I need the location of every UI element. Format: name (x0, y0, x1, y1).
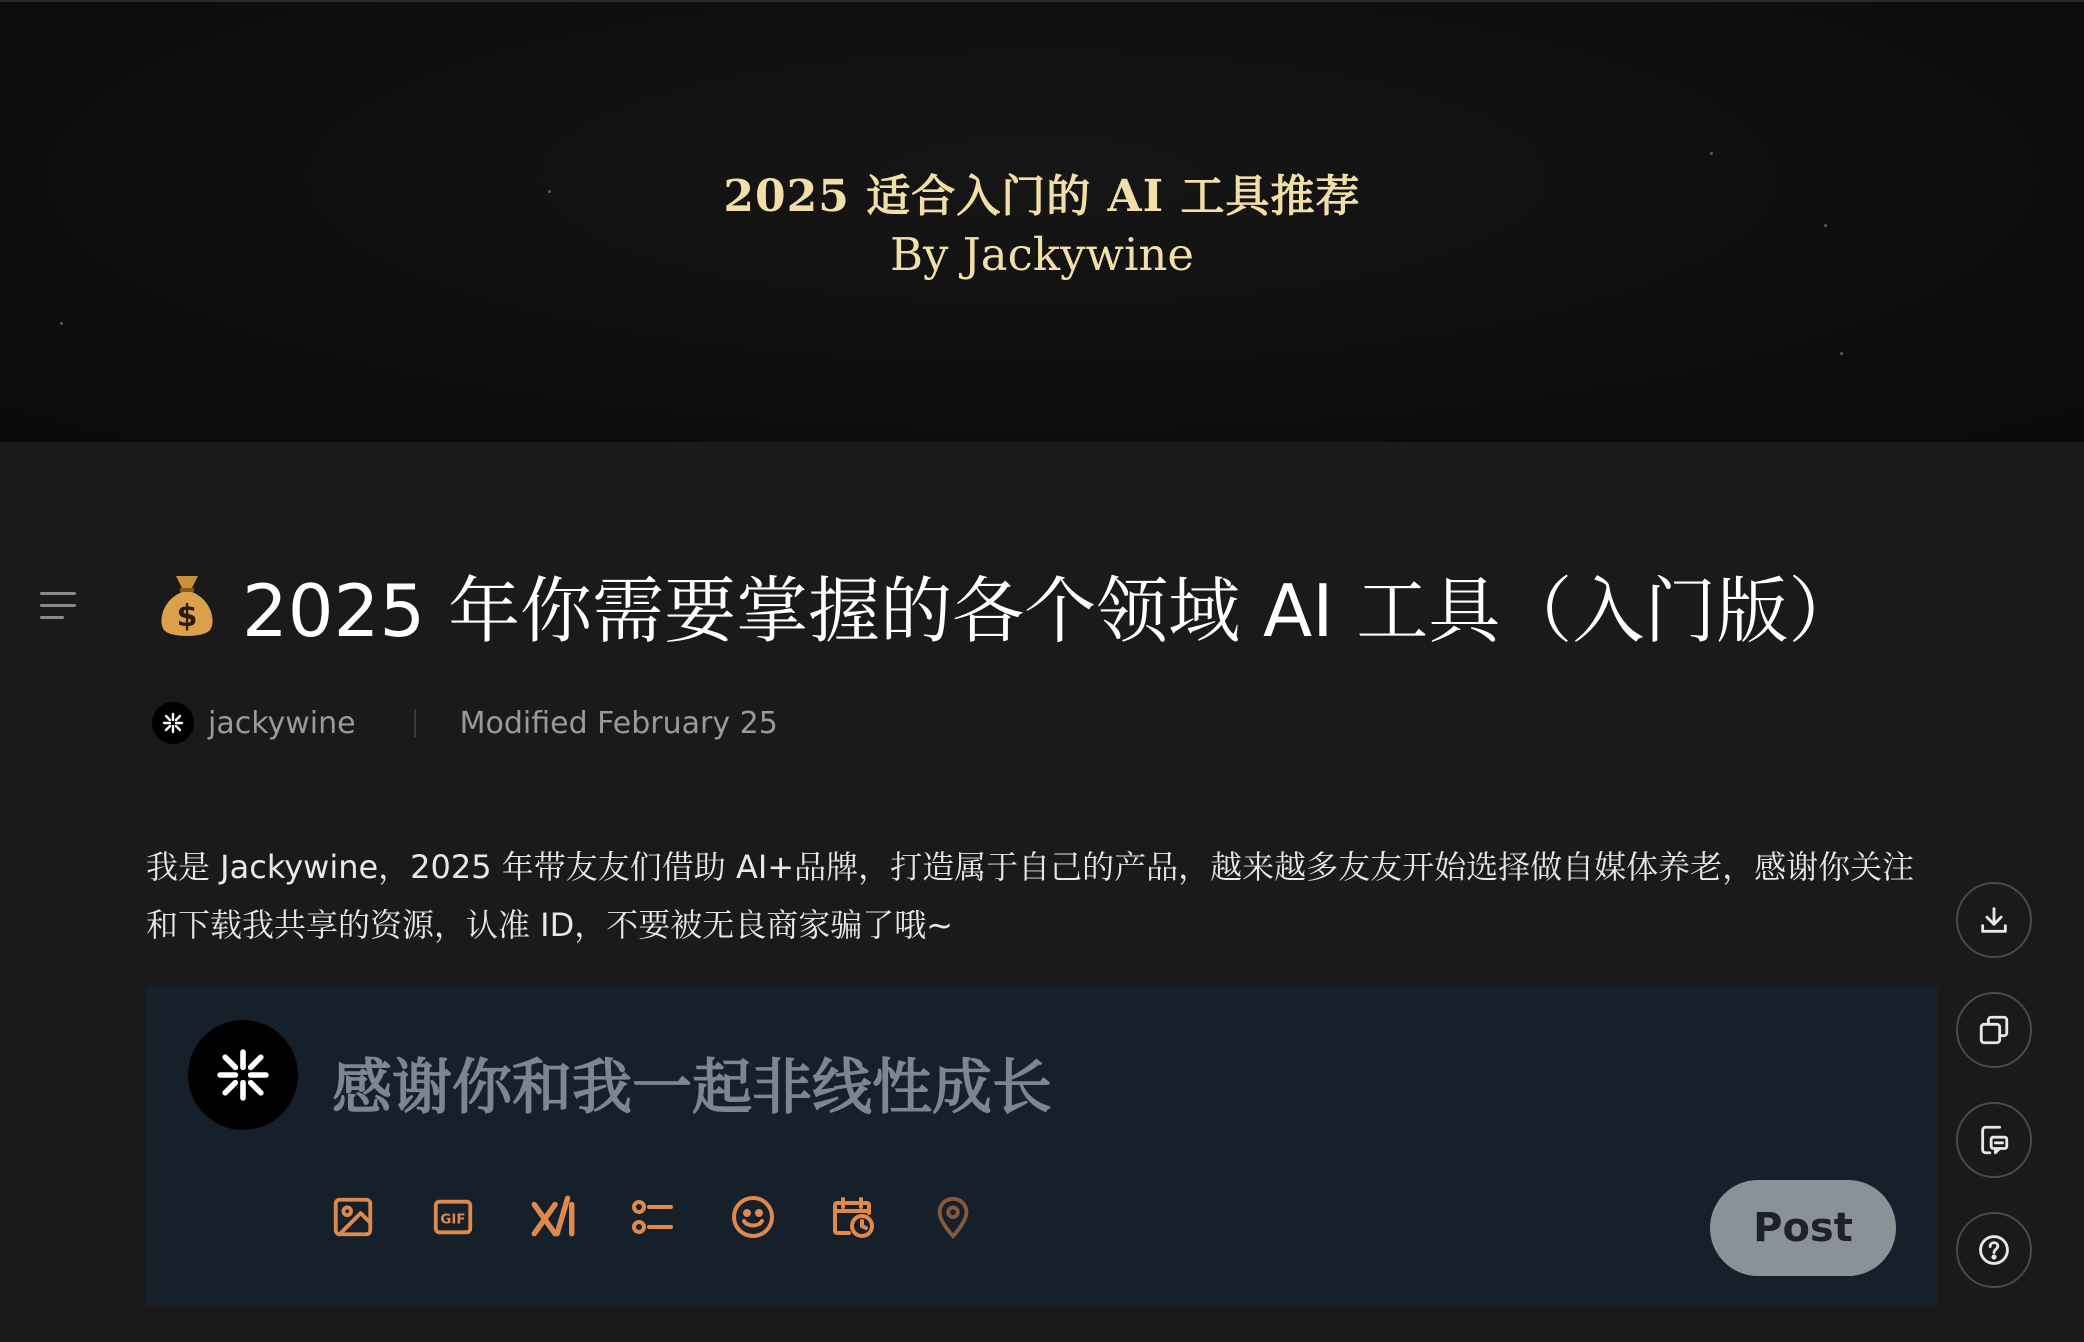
image-icon[interactable] (328, 1192, 378, 1242)
cover-subtitle: By Jackywine (889, 228, 1195, 281)
poll-icon[interactable] (628, 1192, 678, 1242)
help-icon (1977, 1233, 2011, 1267)
logo-icon (215, 1047, 271, 1103)
meta-divider (414, 709, 416, 737)
modified-date: Modified February 25 (459, 705, 778, 741)
copy-icon (1977, 1013, 2011, 1047)
intro-paragraph: 我是 Jackywine，2025 年带友友们借助 AI+品牌，打造属于自己的产品，越来越多友友开始选择做自媒体养老，感谢你关注和下载我共享的资源，认准 ID，不要被无良商家骗了哦~ (146, 848, 1915, 944)
logo-icon (162, 712, 184, 734)
help-button[interactable] (1956, 1212, 2032, 1288)
page-title-text: 2025 年你需要掌握的各个领域 AI 工具（入门版） (242, 569, 1861, 653)
cover-speck (1710, 152, 1713, 155)
svg-text:$: $ (176, 599, 198, 634)
svg-text:GIF: GIF (440, 1212, 466, 1228)
page-title (156, 560, 1861, 653)
composer-avatar (188, 1020, 298, 1130)
meta-row (152, 700, 778, 746)
location-icon[interactable] (928, 1192, 978, 1242)
post-button[interactable]: Post (1710, 1180, 1896, 1276)
comment-button[interactable] (1956, 1102, 2032, 1178)
cover-speck (1840, 352, 1843, 355)
cover-speck (60, 322, 63, 325)
download-icon (1977, 903, 2011, 937)
schedule-icon[interactable] (828, 1192, 878, 1242)
embedded-composer (146, 986, 1938, 1306)
gif-icon[interactable] (428, 1192, 478, 1242)
menu-lines-icon[interactable] (40, 592, 76, 622)
copy-button[interactable] (1956, 992, 2032, 1068)
money-bag-icon (156, 570, 218, 640)
cover-banner (0, 0, 2084, 442)
author-avatar[interactable] (152, 702, 194, 744)
emoji-icon[interactable] (728, 1192, 778, 1242)
cover-speck (1824, 224, 1827, 227)
cover-title: 2025 适合入门的 AI 工具推荐 (723, 171, 1361, 222)
comment-icon (1977, 1123, 2011, 1157)
grok-icon[interactable] (528, 1192, 578, 1242)
download-button[interactable] (1956, 882, 2032, 958)
author-name[interactable]: jackywine (208, 705, 356, 741)
composer-prompt[interactable]: 感谢你和我一起非线性成长 (332, 1053, 1052, 1123)
